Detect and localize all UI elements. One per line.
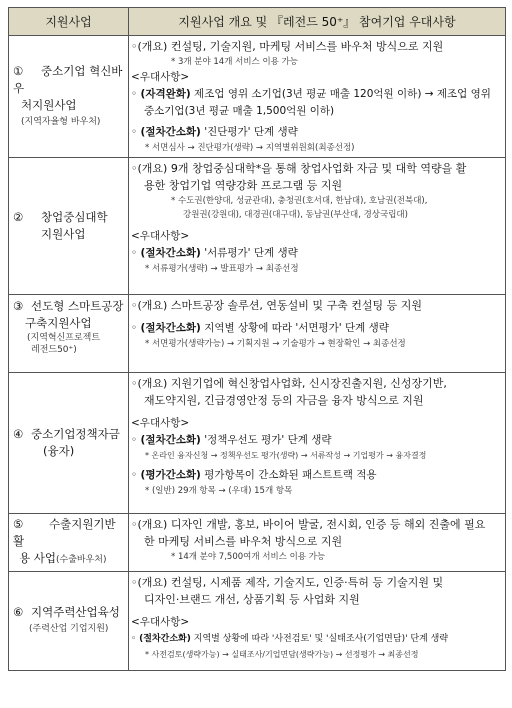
preference-item: ◦ (절차간소화) 지역별 상황에 따라 '사전검토' 및 '실태조사(기업면담)' 단계 생략 (131, 634, 449, 644)
program-subtitle: (지역자율형 바우처) (21, 116, 101, 127)
row-number: ⑤ (13, 517, 24, 531)
program-name: 중소기업정책자금 (31, 427, 120, 441)
preference-note: * 사전검토(생략가능) → 실태조사/기업면담(생략가능) → 선정평가 → 최종선정 (145, 650, 419, 659)
overview-cell (129, 373, 506, 514)
preference-item: ◦ (절차간소화) '정책우선도 평가' 단계 생략 (131, 434, 332, 446)
overview-text: ◦(개요) 9개 창업중심대학*을 통해 창업사업화 자금 및 대학 역량을 활 (131, 162, 467, 175)
preference-note: * 서면심사 → 진단평가(생략) → 지역별위원회(최종선정) (145, 143, 355, 153)
preference-title: <우대사항> (131, 230, 190, 242)
preference-note: * 온라인 융자신청 → 정책우선도 평가(생략) → 서류작성 → 기업평가 → 융자결정 (145, 451, 427, 460)
preference-item: ◦ (절차간소화) '서류평가' 단계 생략 (131, 247, 298, 259)
overview-cell (129, 295, 506, 373)
overview-note: * 수도권(한양대, 성균관대), 충청권(호서대, 한남대), 호남권(전북대), (171, 196, 428, 206)
program-name-cont: 지원사업 (41, 227, 86, 241)
row-number: ⑥ (13, 605, 24, 619)
table-row (9, 514, 506, 572)
overview-text: ◦(개요) 스마트공장 솔루션, 연동설비 및 구축 컨설팅 등 지원 (131, 299, 422, 312)
table-row (9, 373, 506, 514)
header-row (9, 8, 506, 36)
table-row (9, 295, 506, 373)
overview-cell (129, 572, 506, 671)
overview-note: * 3개 분야 14개 서비스 이용 가능 (171, 57, 299, 67)
preference-note: * 서면평가(생략가능) → 기획지원 → 기술평가 → 현장확인 → 최종선정 (145, 339, 406, 349)
program-name: 지역주력산업육성 (31, 605, 120, 619)
preference-item: ◦ (평가간소화) 평가항목이 간소화된 패스트트랙 적용 (131, 469, 377, 481)
preference-note: * 서류평가(생략) → 발표평가 → 최종선정 (145, 264, 299, 274)
overview-note-cont: 강원권(강원대), 대경권(대구대), 동남권(부산대, 경상국립대) (183, 210, 408, 220)
preference-item: ◦ (절차간소화) 지역별 상황에 따라 '서면평가' 단계 생략 (131, 322, 389, 334)
program-name-cell (9, 158, 129, 295)
preference-note: * (일반) 29개 항목 → (우대) 15개 항목 (145, 486, 293, 496)
program-name-cell (9, 514, 129, 572)
program-name-cell (9, 373, 129, 514)
program-name-cont: (융자) (43, 444, 75, 458)
preference-item-cont: 중소기업(3년 평균 매출 1,500억원 이하) (144, 105, 335, 117)
preference-item: ◦ (자격완화) 제조업 영위 소기업(3년 평균 매출 120억원 이하) → 제조업 영위 (131, 88, 491, 100)
preference-title: <우대사항> (131, 417, 190, 429)
header-overview: 지원사업 개요 및 『레전드 50⁺』 참여기업 우대사항 (129, 8, 506, 36)
program-name-cell (9, 572, 129, 671)
row-number: ③ (13, 299, 24, 313)
table-row (9, 158, 506, 295)
program-name-cell (9, 36, 129, 158)
program-subtitle: (지역혁신프로젝트 (27, 333, 101, 343)
overview-cell (129, 158, 506, 295)
row-number: ② (13, 210, 24, 224)
program-name-cont: 용 사업 (19, 551, 56, 565)
overview-text-cont: 용한 창업기업 역량강화 프로그램 등 지원 (144, 179, 343, 192)
program-subtitle: (수출바우처) (55, 555, 107, 565)
preference-title: <우대사항> (131, 71, 190, 83)
preference-title: <우대사항> (131, 616, 190, 628)
row-number: ① (13, 63, 24, 78)
program-table (8, 7, 506, 671)
program-subtitle: (주력산업 기업지원) (29, 624, 109, 634)
overview-cell (129, 36, 506, 158)
overview-text: ◦(개요) 디자인 개발, 홍보, 바이어 발굴, 전시회, 인증 등 해외 진출에 필요 (131, 518, 486, 531)
program-name: 창업중심대학 (41, 210, 108, 224)
program-name: 수출지원기반활 (13, 517, 116, 548)
program-name-cell (9, 295, 129, 373)
program-subtitle-cont: 레전드50⁺) (31, 345, 77, 355)
program-name-cont: 처지원사업 (21, 97, 77, 112)
preference-item: ◦ (절차간소화) '진단평가' 단계 생략 (131, 126, 298, 138)
overview-text-cont: 디자인·브랜드 개선, 상품기획 등 사업화 지원 (144, 593, 360, 606)
program-name: 선도형 스마트공장 (31, 299, 124, 313)
overview-text-cont: 한 마케팅 서비스를 바우처 방식으로 지원 (144, 535, 343, 548)
overview-note: * 14개 분야 7,500여개 서비스 이용 가능 (171, 552, 326, 562)
program-name-cont: 구축지원사업 (25, 316, 92, 330)
table-row (9, 36, 506, 158)
overview-text: ◦(개요) 컨설팅, 시제품 제작, 기술지도, 인증·특허 등 기술지원 및 (131, 576, 444, 589)
overview-text-cont: 재도약지원, 긴급경영안정 등의 자금을 융자 방식으로 지원 (144, 394, 424, 407)
header-program: 지원사업 (9, 8, 129, 36)
program-name: 중소기업 혁신바우 (13, 63, 123, 95)
table-row (9, 572, 506, 671)
row-number: ④ (13, 427, 24, 441)
overview-text: ◦(개요) 지원기업에 혁신창업사업화, 신시장진출지원, 신성장기반, (131, 377, 447, 390)
overview-cell (129, 514, 506, 572)
overview-text: ◦(개요) 컨설팅, 기술지원, 마케팅 서비스를 바우처 방식으로 지원 (131, 40, 444, 53)
